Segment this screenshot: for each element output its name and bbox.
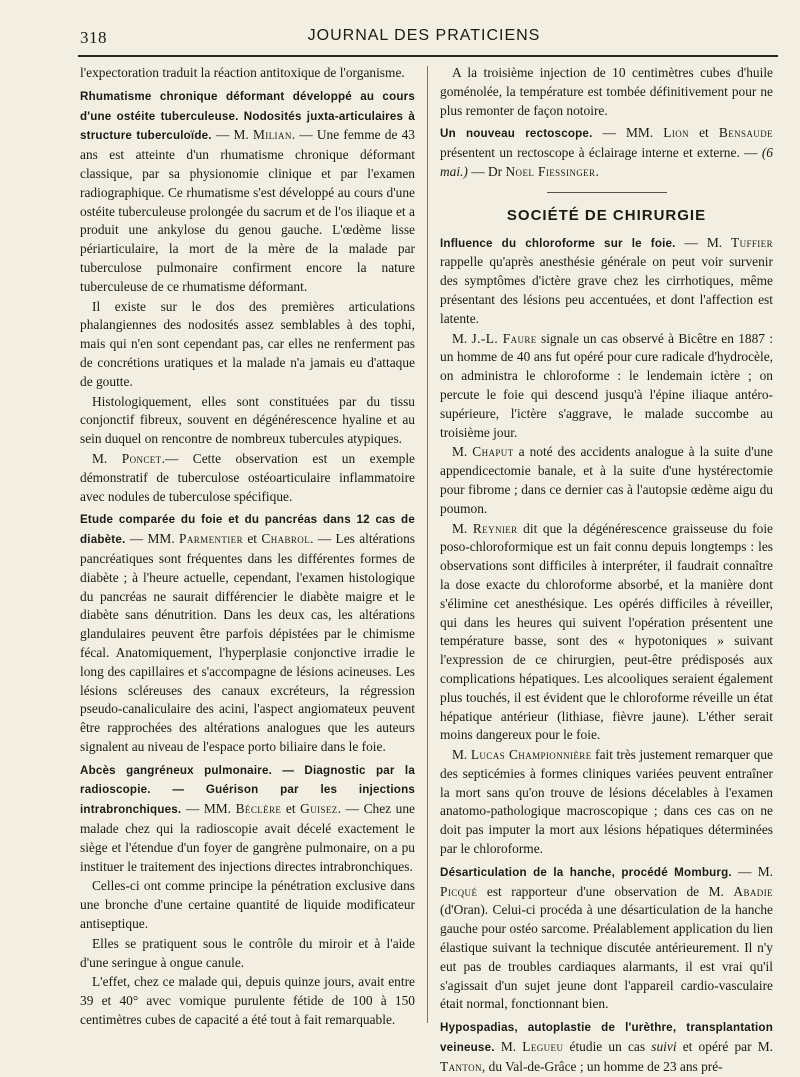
- author-name: Abadie: [733, 883, 773, 899]
- running-title: JOURNAL DES PRATICIENS: [307, 27, 541, 44]
- author-name: Chabrol: [261, 531, 311, 547]
- entry-title: Influence du chloroforme sur le foie.: [440, 236, 676, 250]
- entry-rhumatisme: Rhumatisme chronique déformant développé au cours d'une ostéite tuberculeuse. Nodosités juxta-articulaires à structure tuberculoïde. — M. Milian. — Une femme de 43 ans est atteinte d'un rhumatisme chronique déformant classique, par sa physionomie clinique et par l'examen radiographique. Ce rhumatisme s'est développé au cours d'une ostéite tuberculeuse prolongée du sacrum et de l'os iliaque et a produit une ankylose du genou gauche. L'œdème lisse périarticulaire, la mort de la mère de la malade par tuberculose pulmonaire confirment encore la nature tuberculeuse de ce rhumatisme déformant.: [80, 89, 415, 294]
- author-name: Bensaude: [718, 125, 773, 141]
- paragraph: Elles se pratiquent sous le contrôle du miroir et à l'aide d'une seringue à ongue canule.: [80, 935, 415, 970]
- entry-rectoscope: Un nouveau rectoscope. — MM. Lion et Bensaude présentent un rectoscope à éclairage interne et externe. — (6 mai.) — Dr Noel Fiessinger.: [440, 125, 773, 179]
- entry-hypospadias: Hypospadias, autoplastie de l'urèthre, transplantation veineuse. M. Legueu étudie un cas suivi et opéré par M. Tanton, du Val-de-Grâce ; un homme de 23 ans pré-: [440, 1021, 773, 1074]
- author-name: Guisez: [300, 801, 338, 817]
- paragraph: M. Lucas Championnière fait très justement remarquer que des septicémies à formes cliniques variées peuvent entraîner la mort sans qu'on trouve de lésions décelables à l'examen anatomo-pathologique macroscopique ; dans ces cas on ne doit pas imputer la mort aux lésions hépatiques déterminées par le chloroforme.: [440, 747, 773, 857]
- author-name: Picqué: [440, 883, 478, 899]
- author-name: Chaput: [472, 444, 514, 460]
- paragraph: M. Poncet.— Cette observation est un exemple démonstratif de tuberculose ostéoarticulaire inflammatoire avec nodules de tuberculose spécifique.: [80, 450, 415, 504]
- session-date: (6 mai.): [440, 145, 773, 179]
- paragraph: M. Reynier dit que la dégénérescence graisseuse du foie poso-chloroformique est un fait connu depuis longtemps : les observations sont difficiles à interpréter, il faudrait connaître la dose exacte du chloroforme absorbé, et la manière dont s'élimine cet anesthésique. Les opérés difficiles à réveiller, qui dans les heures qui suivent l'opération présentent une température basse, sont des « hypotoniques » suivant l'expression de ce chirurgien, peut-être prédisposés aux complications hépatiques. Les alcooliques seraient également plus touchés, il est évident que le chloroforme réveille un état hépatique antérieur (lithiase, fièvre jaune). L'éther serait moins dangereux pour le foie.: [440, 520, 774, 743]
- author-name: Reynier: [472, 520, 518, 536]
- paragraph: Histologiquement, elles sont constituées par du tissu conjonctif fibreux, souvent en dégénérescence hyaline et au sein duquel on rencontre de nombreux tubercules atypiques.: [80, 393, 415, 447]
- entry-desarticulation: Désarticulation de la hanche, procédé Momburg. — M. Picqué est rapporteur d'une observation de M. Abadie (d'Oran). Celui-ci procéda à une désarticulation de la hanche gauche pour ostéo sarcome. Préalablement application du lien élastique suivant la technique discutée antérieurement. Il n'y eut pas de troubles cardiaques alarmants, il est vrai qu'il s'agissait d'un sujet jeune dont l'appareil cardio-vasculaire était normal, fonctionnant bien.: [440, 863, 773, 1012]
- paragraph: L'effet, chez ce malade qui, depuis quinze jours, avait entre 39 et 40° avec vomique purulente fétide de 100 à 150 centimètres cubes de capacité a été tout à fait remarquable.: [80, 974, 415, 1028]
- entry-title: Un nouveau rectoscope.: [440, 127, 593, 141]
- paragraph: Celles-ci ont comme principe la pénétration exclusive dans une bronche d'une certaine quantité de liquide modificateur antiseptique.: [80, 878, 415, 932]
- author-name: J.-L. Faure: [471, 330, 537, 346]
- section-title: SOCIÉTÉ DE CHIRURGIE: [506, 206, 707, 224]
- emphasis: suivi: [651, 1039, 677, 1055]
- left-column: [80, 64, 415, 1031]
- paragraph: Il existe sur le dos des premières articulations phalangiennes des nodosités assez semblables à des tophi, mais qui n'en sont cependant pas, car elles ne renferment pas de concrétions uratiques et la malade n'a jamais eu d'attaque de goutte.: [80, 298, 415, 389]
- entry-title: Désarticulation de la hanche, procédé Momburg.: [440, 865, 732, 879]
- author-name: Tuffier: [731, 234, 773, 250]
- author-name: Lion: [663, 125, 690, 141]
- signature: Noel Fiessinger: [505, 163, 596, 179]
- author-name: Tanton: [440, 1058, 482, 1074]
- author-name: Milian: [252, 127, 292, 143]
- author-name: Poncet: [121, 450, 162, 466]
- paragraph: l'expectoration traduit la réaction antitoxique de l'organisme.: [80, 65, 405, 80]
- paragraph: A la troisième injection de 10 centimètres cubes d'huile goménolée, la température est tombée définitivement pour ne plus remonter de façon notoire.: [440, 65, 773, 118]
- author-name: Lucas Championnière: [470, 747, 592, 763]
- entry-title: Hypospadias, autoplastie de l'urèthre, transplantation veineuse.: [440, 1021, 773, 1055]
- page-header: [68, 26, 780, 54]
- entry-title: Rhumatisme chronique déformant développé au cours d'une ostéite tuberculeuse. Nodosités juxta-articulaires à structure tuberculoïde.: [80, 89, 415, 143]
- entry-title: Etude comparée du foie et du pancréas dans 12 cas de diabète.: [80, 513, 415, 547]
- column-divider: [427, 66, 428, 1023]
- paragraph: M. J.-L. Faure signale un cas observé à Bicêtre en 1887 : un homme de 40 ans fut opéré pour cure radicale d'hydrocèle, on administra le chloroforme : le lendemain ictère ; on percute le foie qui descend jusqu'à l'épine iliaque antéro-supérieure, l'ictère s'aggrave, le malade succombe au troisième jour.: [440, 330, 773, 440]
- author-name: Parmentier: [179, 531, 243, 547]
- page-number: 318: [80, 28, 107, 47]
- paragraph: M. Chaput a noté des accidents analogue à la suite d'une appendicectomie banale, et à la suite d'une hystérectomie pour fibrome ; dans ce dernier cas à l'autopsie œdème aigu du poumon.: [440, 444, 773, 516]
- section-separator: [547, 192, 667, 193]
- entry-title: Abcès gangréneux pulmonaire. — Diagnostic par la radioscopie. — Guérison par les injections intrabronchiques.: [80, 763, 415, 817]
- entry-foie-pancreas: Etude comparée du foie et du pancréas dans 12 cas de diabète. — MM. Parmentier et Chabrol. — Les altérations pancréatiques sont fréquentes dans les différentes formes de diabète ; à l'heure actuelle, cependant, l'examen histologique du pancréas ne saurait différencier le diabète maigre et le diabète sans dénutrition. Dans les deux cas, les altérations glandulaires peuvent être parfois dépistées par le chimisme fécal. Anatomiquement, l'hyperplasie conjonctive irradie le long des capillaires et s'accompagne de lésions acineuses. Les lésions scléreuses des canaux excréteurs, la régression pseudo-canaliculaire des acini, l'aspect angiomateux peuvent être rapprochées des altérations analogues que les auteurs signalent au niveau de l'espace porto biliaire dans le foie.: [80, 513, 415, 754]
- right-column: [440, 64, 774, 1074]
- author-name: Béclère: [235, 801, 282, 817]
- entry-chloroforme: Influence du chloroforme sur le foie. — M. Tuffier rappelle qu'après anesthésie générale on peut voir survenir des symptômes d'ictère grave chez les cirrhotiques, même présentant des lésions peu accentuées, et dont l'affection est latente.: [440, 234, 773, 326]
- author-name: Legueu: [522, 1039, 564, 1055]
- entry-abces-gangreneux: Abcès gangréneux pulmonaire. — Diagnostic par la radioscopie. — Guérison par les injections intrabronchiques. — MM. Béclère et Guisez. — Chez une malade chez qui la radioscopie avait décelé exactement le siège et l'étendue d'un foyer de gangrène pulmonaire, on a pu instituer le traitement des injections directes intrabronchiques.: [80, 763, 415, 874]
- header-rule: [78, 55, 778, 57]
